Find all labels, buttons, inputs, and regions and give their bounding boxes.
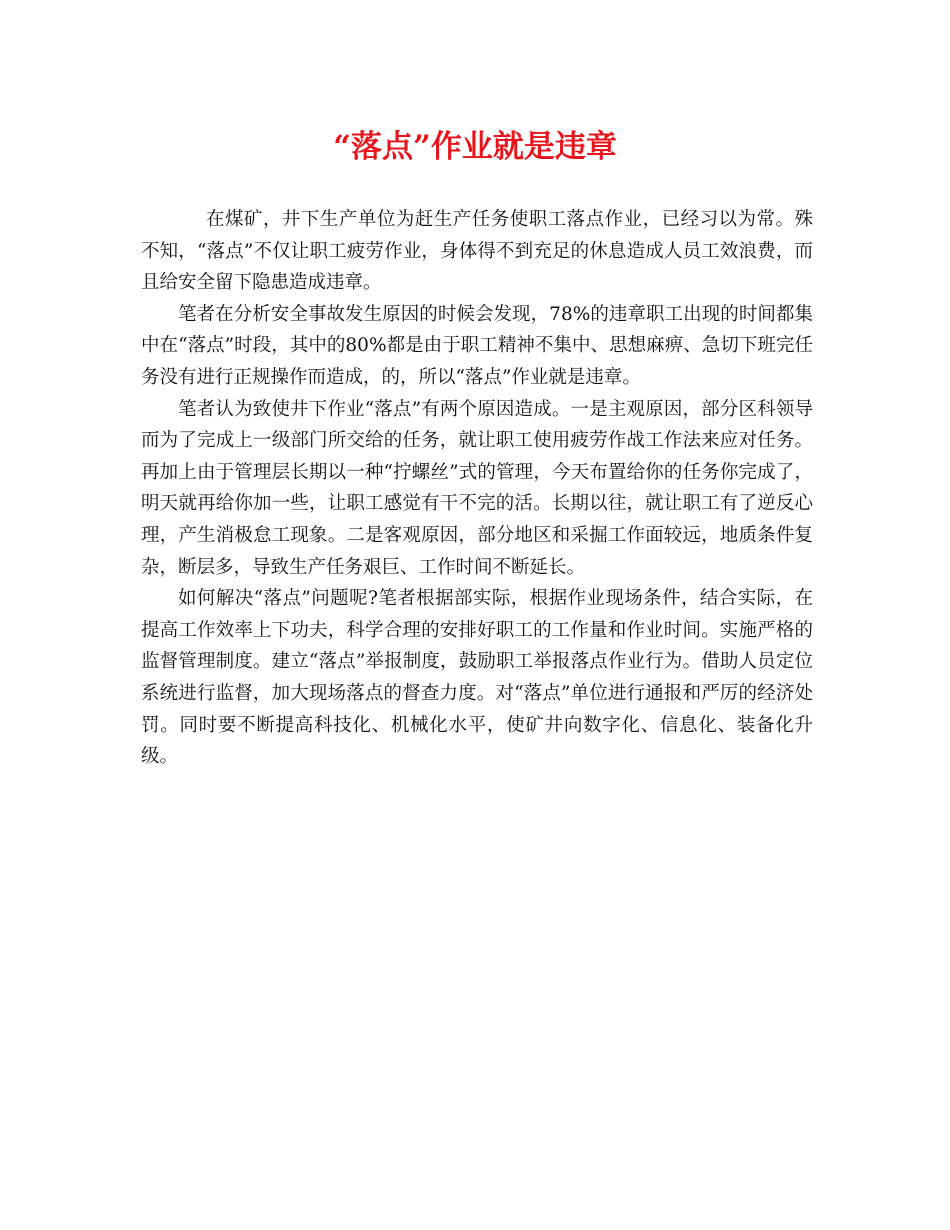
paragraph-3: 笔者认为致使井下作业“落点”有两个原因造成。一是主观原因，部分区科领导而为了完成上一级部门所交给的任务，就让职工使用疲劳作战工作法来应对任务。再加上由于管理层长期以一种“拧螺丝”式的管理，今天布置给你的任务你完成了，明天就再给你加一些，让职工感觉有干不完的活。长期以往，就让职工有了逆反心理，产生消极怠工现象。二是客观原因，部分地区和采掘工作面较远，地质条件复杂，断层多，导致生产任务艰巨、工作时间不断延长。 (141, 398, 813, 578)
paragraph-4: 如何解决“落点”问题呢?笔者根据部实际，根据作业现场条件，结合实际，在提高工作效率上下功夫，科学合理的安排好职工的工作量和作业时间。实施严格的监督管理制度。建立“落点”举报制度，鼓励职工举报落点作业行为。借助人员定位系统进行监督，加大现场落点的督查力度。对“落点”单位进行通报和严厉的经济处罚。同时要不断提高科技化、机械化水平，使矿井向数字化、信息化、装备化升级。 (141, 588, 813, 768)
paragraph-1: 在煤矿，井下生产单位为赶生产任务使职工落点作业，已经习以为常。殊不知，“落点”不仅让职工疲劳作业，身体得不到充足的休息造成人员工效浪费，而且给安全留下隐患造成违章。 (141, 209, 813, 294)
document-body (141, 204, 813, 773)
document-title: “落点”作业就是违章 (333, 129, 617, 165)
paragraph-2: 笔者在分析安全事故发生原因的时候会发现，78%的违章职工出现的时间都集中在“落点”时段，其中的80%都是由于职工精神不集中、思想麻痹、急切下班完任务没有进行正规操作而造成，的，所以“落点”作业就是违章。 (141, 303, 813, 388)
